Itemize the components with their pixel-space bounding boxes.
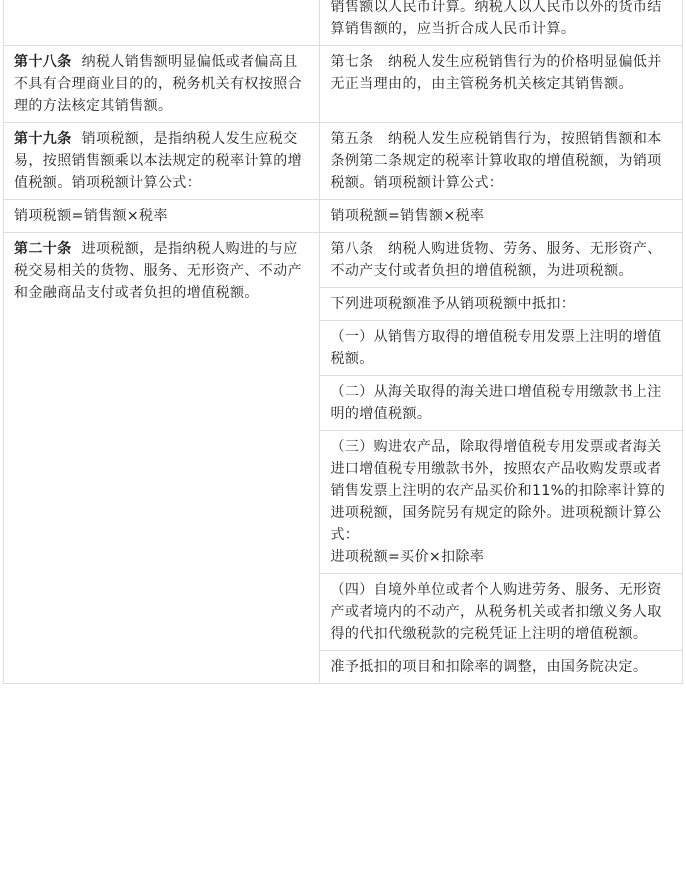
cell-text: （二）从海关取得的海关进口增值税专用缴款书上注明的增值税额。 bbox=[330, 384, 662, 422]
cell-text: 销项税额，是指纳税人发生应税交易，按照销售额乘以本法规定的税率计算的增值税额。销项税额计算公式： bbox=[14, 131, 302, 191]
table-row bbox=[4, 0, 683, 46]
article-number: 第二十条 bbox=[14, 241, 72, 257]
formula-text: 销项税额=销售额×税率 bbox=[14, 208, 168, 224]
old-regulation-cell bbox=[320, 431, 683, 574]
cell-text: 第八条 纳税人购进货物、劳务、服务、无形资产、不动产支付或者负担的增值税额，为进项税额。 bbox=[330, 241, 662, 279]
old-regulation-cell bbox=[320, 0, 683, 46]
old-regulation-cell bbox=[320, 233, 683, 288]
old-regulation-cell bbox=[320, 46, 683, 123]
old-regulation-cell bbox=[320, 651, 683, 684]
cell-text: （一）从销售方取得的增值税专用发票上注明的增值税额。 bbox=[330, 329, 662, 367]
old-regulation-cell bbox=[320, 574, 683, 651]
cell-text: （三）购进农产品，除取得增值税专用发票或者海关进口增值税专用缴款书外，按照农产品收购发票或者销售发票上注明的农产品买价和11%的扣除率计算的进项税额，国务院另有规定的除外。进项税额计算公式： bbox=[330, 439, 666, 543]
article-number: 第十九条 bbox=[14, 131, 72, 147]
cell-text: 进项税额，是指纳税人购进的与应税交易相关的货物、服务、无形资产、不动产和金融商品支付或者负担的增值税额。 bbox=[14, 241, 302, 301]
new-law-cell bbox=[4, 123, 320, 200]
article-number: 第十八条 bbox=[14, 54, 72, 70]
old-regulation-cell bbox=[320, 200, 683, 233]
cell-text: 第七条 纳税人发生应税销售行为的价格明显偏低并无正当理由的，由主管税务机关核定其销售额。 bbox=[330, 54, 662, 92]
table-row bbox=[4, 233, 683, 288]
old-regulation-cell bbox=[320, 321, 683, 376]
cell-text: 第五条 纳税人发生应税销售行为，按照销售额和本条例第二条规定的税率计算收取的增值税额，为销项税额。销项税额计算公式： bbox=[330, 131, 662, 191]
new-law-cell bbox=[4, 0, 320, 46]
new-law-cell bbox=[4, 200, 320, 233]
formula-text: 进项税额=买价×扣除率 bbox=[330, 549, 485, 565]
table-row bbox=[4, 200, 683, 233]
cell-text: （四）自境外单位或者个人购进劳务、服务、无形资产或者境内的不动产，从税务机关或者扣缴义务人取得的代扣代缴税款的完税凭证上注明的增值税额。 bbox=[330, 582, 662, 642]
cell-text: 销售额以人民币计算。纳税人以人民币以外的货币结算销售额的，应当折合成人民币计算。 bbox=[330, 0, 662, 37]
old-regulation-cell bbox=[320, 376, 683, 431]
cell-text: 纳税人销售额明显偏低或者偏高且不具有合理商业目的的，税务机关有权按照合理的方法核定其销售额。 bbox=[14, 54, 302, 114]
formula-text: 销项税额=销售额×税率 bbox=[330, 208, 485, 224]
old-regulation-cell bbox=[320, 123, 683, 200]
table-row bbox=[4, 123, 683, 200]
new-law-cell bbox=[4, 46, 320, 123]
table-row bbox=[4, 46, 683, 123]
cell-text: 准予抵扣的项目和扣除率的调整，由国务院决定。 bbox=[330, 659, 648, 675]
new-law-cell bbox=[4, 233, 320, 684]
old-regulation-cell bbox=[320, 288, 683, 321]
cell-text: 下列进项税额准予从销项税额中抵扣： bbox=[330, 296, 576, 312]
comparison-table bbox=[3, 0, 683, 684]
